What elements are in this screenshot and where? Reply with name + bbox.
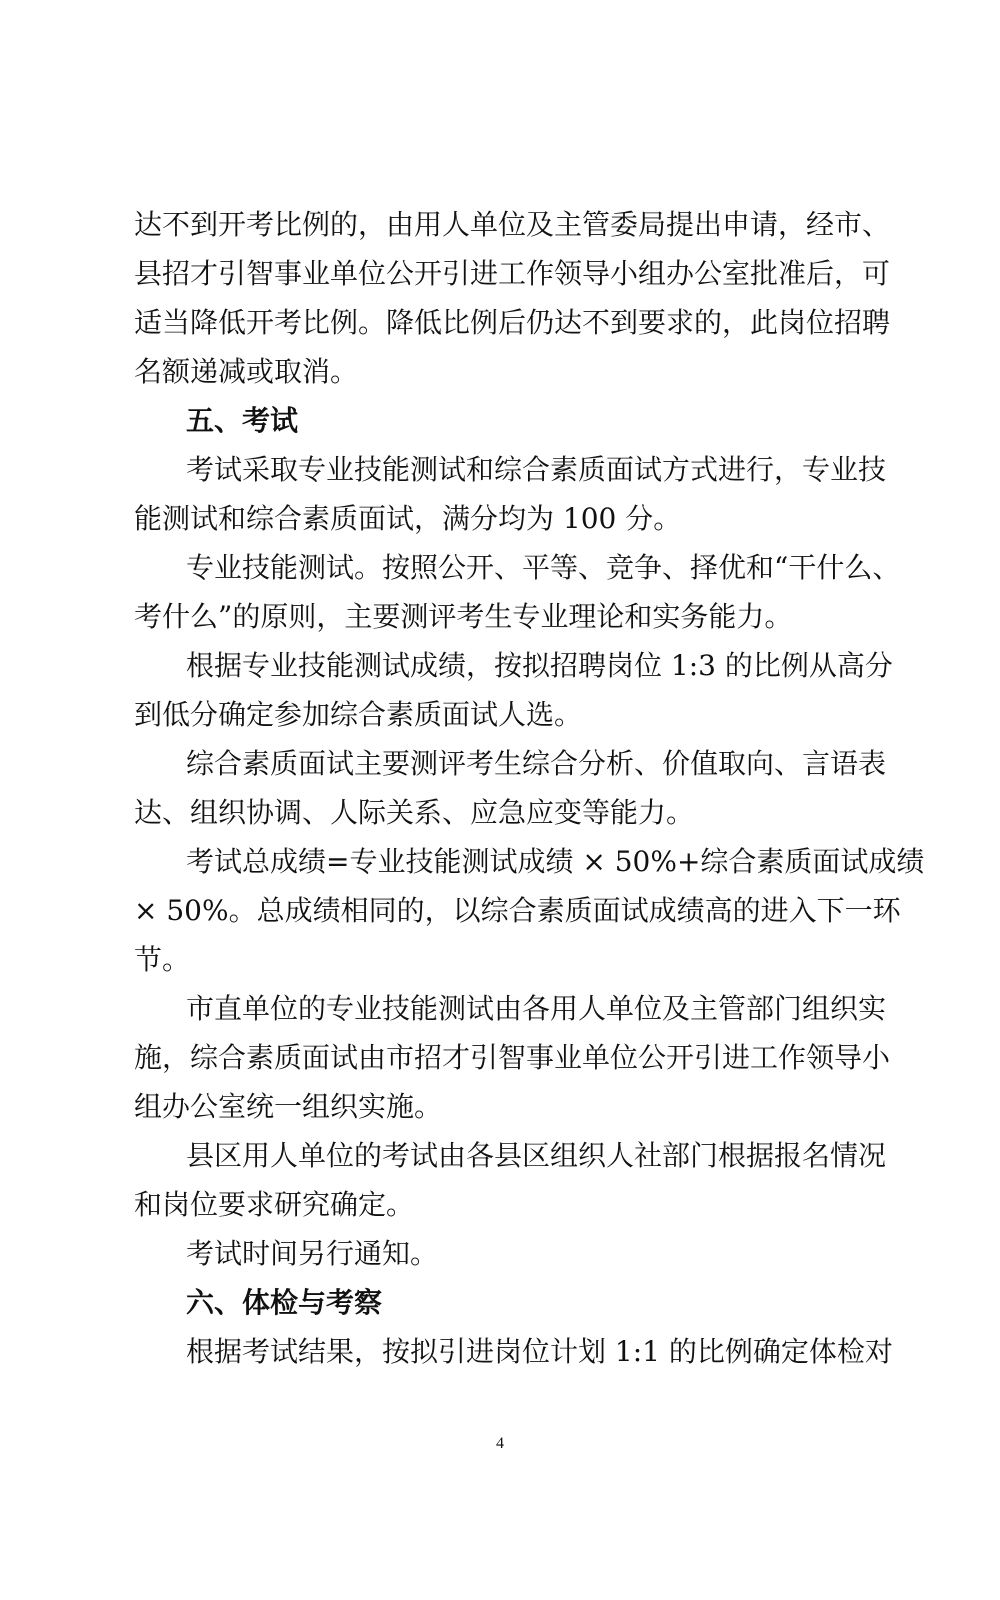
paragraph-line: 和岗位要求研究确定。	[134, 1188, 415, 1221]
page-number: 4	[496, 1435, 504, 1452]
paragraph-line: 考试时间另行通知。	[186, 1237, 439, 1270]
paragraph-line: × 50%。总成绩相同的，以综合素质面试成绩高的进入下一环	[134, 894, 901, 927]
section-heading: 五、考试	[186, 404, 299, 437]
paragraph-line: 节。	[134, 943, 191, 976]
paragraph-line: 考什么”的原则，主要测评考生专业理论和实务能力。	[134, 600, 793, 633]
paragraph-line: 施，综合素质面试由市招才引智事业单位公开引进工作领导小	[134, 1041, 891, 1074]
paragraph-line: 专业技能测试。按照公开、平等、竞争、择优和“干什么、	[186, 551, 901, 584]
paragraph-line: 综合素质面试主要测评考生综合分析、价值取向、言语表	[186, 747, 887, 780]
paragraph-line: 县区用人单位的考试由各县区组织人社部门根据报名情况	[186, 1139, 887, 1172]
paragraph-line: 组办公室统一组织实施。	[134, 1090, 443, 1123]
paragraph-line: 到低分确定参加综合素质面试人选。	[134, 698, 583, 731]
paragraph-line: 能测试和综合素质面试，满分均为 100 分。	[134, 502, 682, 535]
paragraph-line: 考试总成绩=专业技能测试成绩 × 50%+综合素质面试成绩	[186, 845, 925, 878]
section-heading: 六、体检与考察	[186, 1286, 383, 1319]
paragraph-line: 根据专业技能测试成绩，按拟招聘岗位 1:3 的比例从高分	[186, 649, 893, 682]
paragraph-line: 根据考试结果，按拟引进岗位计划 1:1 的比例确定体检对	[186, 1335, 893, 1368]
paragraph-line: 考试采取专业技能测试和综合素质面试方式进行，专业技	[186, 453, 887, 486]
paragraph-line: 名额递减或取消。	[134, 355, 359, 388]
paragraph-line: 达不到开考比例的，由用人单位及主管委局提出申请，经市、	[134, 208, 891, 241]
paragraph-line: 市直单位的专业技能测试由各用人单位及主管部门组织实	[186, 992, 887, 1025]
paragraph-line: 县招才引智事业单位公开引进工作领导小组办公室批准后，可	[134, 257, 891, 290]
paragraph-line: 达、组织协调、人际关系、应急应变等能力。	[134, 796, 695, 829]
paragraph-line: 适当降低开考比例。降低比例后仍达不到要求的，此岗位招聘	[134, 306, 891, 339]
